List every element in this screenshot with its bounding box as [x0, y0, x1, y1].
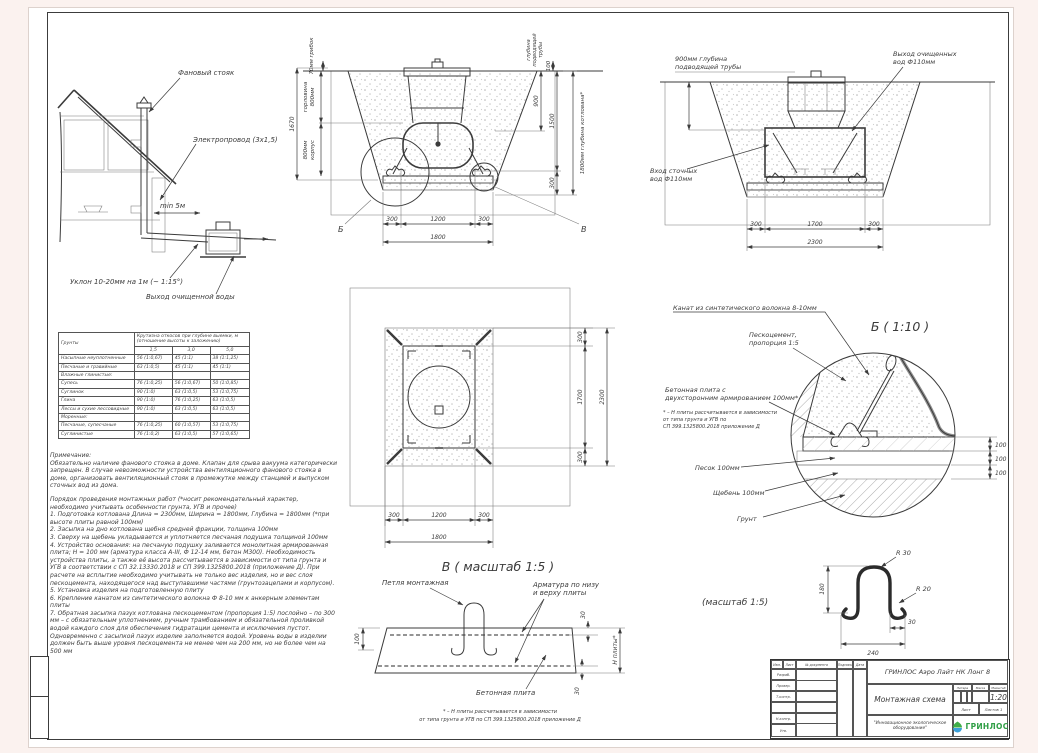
outlet-label: Выход очищенной воды — [146, 293, 235, 301]
sand-label: Песок 100мм — [695, 464, 740, 472]
section-a-drawing — [283, 28, 623, 270]
pipe-depth-label: подводящей трубы — [675, 63, 742, 71]
tb-header: Лист — [783, 660, 796, 669]
dim-label: 300 — [868, 221, 880, 228]
gravel-label: Щебень 100мм — [713, 489, 765, 497]
sewer-pipe — [141, 233, 276, 242]
tb-list: Лист — [953, 703, 979, 715]
dim-label: 100 — [354, 633, 361, 645]
dim-label: 300 — [577, 331, 584, 343]
pipe-depth-label: 900мм глубина — [675, 55, 728, 63]
tb-sheet-name: Монтажная схема — [867, 684, 953, 715]
table-row: Моренные: — [59, 414, 250, 422]
rebar-lines — [378, 635, 573, 666]
pit-backfill — [385, 328, 493, 466]
brand-name: ГРИНЛОС — [965, 721, 1009, 731]
mounting-loop — [452, 603, 497, 655]
dim-label: 300 — [388, 512, 400, 519]
house-wall-hatch — [152, 178, 165, 252]
order-item: 2. Засыпка на дно котлована щебня средней фракции, толщина 100мм — [50, 526, 278, 534]
dim-label: 1200 — [430, 216, 446, 223]
house-left-wall — [60, 112, 62, 242]
body-dim-label: 800мм — [303, 140, 309, 160]
table-row: Лессы и сухие лессовидные 90 (1:0) 63 (1:0,5) 63 (1:0,5) — [59, 405, 250, 413]
anchor-detail-drawing — [700, 543, 978, 675]
dim-label: 1800 — [430, 234, 446, 241]
table-row: Глина 90 (1:0) 76 (1:0,25) 63 (1:0,5) — [59, 397, 250, 405]
anchor-scale-label: (масштаб 1:5) — [702, 598, 769, 608]
outlet-label: Выход очищенных — [893, 50, 957, 58]
layer-dim: 100 — [995, 470, 1007, 477]
inlet-label: Вход сточных — [650, 167, 698, 175]
anchor-wire — [843, 567, 905, 618]
plate-label: двухсторонним армированием 100мм* — [665, 394, 799, 402]
rebar-label: и верху плиты — [533, 589, 587, 597]
detail-v-marker: В — [581, 225, 587, 234]
tb-row-label: Н.контр. — [771, 713, 796, 724]
h-plity-label: Н плиты* — [612, 635, 619, 665]
order-item: 4. Устройство основания: на песчаную подушку заливается монолитная армированная плита; Н = 100 мм (арматура класса А-III, Ф 12-14 мм, бетон М300). Необходимость устройства плиты, а также её высота рассчитывается в зависимости от типа грунта и УГВ в соответствии с СП 32.13330.2018 и СП 399.1325800.2018 (приложение Д). При расчете на всплытие необходимо учитывать не только вес изделия, но и вес слоя пескоцемента, находящегося над выступавшими частями (грунтозацепами и корпусом). — [50, 541, 335, 587]
depth-col: 5,0 — [210, 346, 250, 354]
tb-massa: Масса — [972, 684, 989, 691]
tb-listov: Листов 1 — [979, 703, 1008, 715]
tank-sensor — [435, 141, 440, 146]
plate-label: Бетонная плита с — [665, 386, 726, 394]
dim-label: 1700 — [807, 221, 823, 228]
fan-stack-leader — [149, 78, 180, 112]
detail-v-leader — [493, 186, 579, 224]
dim-label: 300 — [478, 512, 490, 519]
rebar-leader-bottom — [515, 599, 544, 663]
dim-label: 30 — [580, 611, 587, 619]
dim-1500-label: 1500 — [549, 113, 556, 129]
order-item: 3. Сверху на щебень укладывается и уплотняется песчаная подушка толщиной 100мм — [50, 533, 328, 541]
soil-table-title: Грунты — [59, 333, 135, 355]
frame-stamp-box — [30, 656, 49, 698]
vent-cap — [137, 103, 151, 108]
house-window — [64, 120, 104, 170]
tb-litera: Литера — [953, 684, 972, 691]
sandcement-fill — [803, 353, 939, 437]
neck-dim-label: 800мм — [310, 87, 316, 107]
pipe-depth-label: подводящей — [532, 33, 538, 67]
rebar-label: Арматура по низу — [533, 581, 600, 589]
dim-label: 300 — [478, 216, 490, 223]
dim-label: 300 — [386, 216, 398, 223]
pipe-depth-label: глубина — [526, 39, 532, 61]
outlet-leader — [216, 256, 234, 294]
outlet-label: вод Ф110мм — [893, 58, 936, 66]
tb-row-label: Утв. — [771, 724, 796, 737]
greenlos-logo-icon — [952, 721, 963, 732]
detail-b-leader — [345, 200, 371, 224]
dim-label: 30 — [574, 687, 581, 695]
layer-dim: 100 — [995, 456, 1007, 463]
order-title: Порядок проведения монтажных работ (*носит рекомендательный характер, необходимо учитывать особенности грунта, УГВ и прочее) — [50, 495, 299, 511]
plate-label: Бетонная плита — [476, 689, 536, 697]
dim-label: 1700 — [577, 389, 584, 405]
fan-stack-label: Фановый стояк — [178, 69, 235, 77]
soil-table — [58, 332, 250, 439]
tb-header: Изм. — [771, 660, 783, 669]
tb-header: № документа — [796, 660, 837, 669]
inlet-label: вод Ф110мм — [650, 175, 693, 183]
tb-row-label: Провер. — [771, 680, 796, 691]
note-text: Обязательно наличие фанового стояка в доме. Клапан для срыва вакуума категорически запрещен. В случае невозможности устройства вентиляционного фанового стояка в доме, организовать вентиляционный стояк в промежутке между станцией и выпуском сточных вод из дома. — [50, 459, 338, 490]
layer-dim: 100 — [995, 442, 1007, 449]
notes-block — [50, 452, 338, 655]
tb-row-label — [771, 702, 796, 713]
tb-doc-name: ГРИНЛОС Аэро Лайт НК Лонг 8 — [867, 660, 1008, 684]
house-floors — [60, 116, 160, 220]
sandcement-label: пропорция 1:5 — [749, 339, 799, 347]
sand-leader — [741, 458, 835, 467]
slope-label: Уклон 10-20мм на 1м (~ 1:15°) — [70, 278, 184, 286]
loop-leader — [430, 588, 463, 605]
tb-header: Дата — [853, 660, 867, 669]
dim-label: 30 — [908, 619, 916, 626]
house-roof-inner — [78, 97, 170, 182]
table-row: Насыпные неуплотненные 56 (1:0,67) 45 (1:1) 38 (1:1,25) — [59, 355, 250, 363]
tb-tagline: "Инновационное экологическое оборудование" — [867, 715, 953, 737]
dim-label: 1200 — [431, 512, 447, 519]
min-distance-label: min 5м — [160, 202, 186, 210]
radius-label: R 20 — [916, 585, 931, 593]
tb-header: Подпись — [837, 660, 853, 669]
dim-label: 2300 — [599, 389, 606, 405]
footnote: * – Н плиты рассчитывается в зависимости — [442, 709, 558, 715]
soil-below — [791, 479, 955, 519]
depth-col: 3,0 — [172, 346, 210, 354]
fixture-connection — [131, 206, 141, 213]
note-title: Примечание: — [50, 452, 92, 459]
rope-label: Канат из синтетического волокна 8-10мм — [673, 304, 817, 312]
electro-label: Электропровод (3х1,5) — [193, 136, 278, 144]
pit-neck — [216, 222, 230, 230]
table-row: Супесь 76 (1:0,25) 56 (1:0,67) 50 (1:0,85) — [59, 380, 250, 388]
house-connection-drawing — [48, 50, 323, 300]
total-height-label: 1670 — [289, 116, 296, 132]
inspection-pit-inner — [209, 233, 237, 251]
plate-footnote: * – Н плиты рассчитывается в зависимости — [663, 410, 778, 416]
slope-leader — [170, 244, 198, 278]
detail-b-marker: Б — [338, 225, 344, 234]
dim-label: 240 — [867, 650, 879, 657]
plate-footnote: СП 399.1325800.2018 приложение Д — [663, 424, 760, 430]
table-row: Суглинок 90 (1:0) 63 (1:0,5) 53 (1:0,75) — [59, 388, 250, 396]
vent-cap-top — [140, 97, 148, 103]
gravel-layer — [795, 465, 957, 479]
electro-leader — [160, 144, 196, 200]
pipe-depth-label: трубы — [538, 41, 544, 59]
tank-cap — [432, 62, 443, 68]
frame-stamp-box — [30, 696, 49, 739]
footnote: от типа грунта и УГВ по СП 399.1325800.2018 приложение Д — [419, 717, 581, 723]
table-row: Суглинистые 76 (1:0,2) 63 (1:0,5) 57 (1:0,65) — [59, 430, 250, 438]
plan-view-drawing — [335, 258, 635, 570]
dim-label: 2300 — [807, 239, 823, 246]
soil-table-header: Крутизна откосов при глубине выемки, м (отношение высоты к заложению) — [134, 333, 249, 347]
sandcement-label: Пескоцемент, — [749, 331, 797, 339]
section-b-drawing — [645, 33, 1013, 265]
detail-v-title: В ( масштаб 1:5 ) — [441, 559, 555, 574]
tb-row-label: Т.контр. — [771, 691, 796, 702]
detail-b-drawing — [645, 295, 1020, 557]
order-item: 1. Подготовка котлована Длина = 2300мм, Ширина = 1800мм, Глубина = 1800мм (*при высоте плиты равной 100мм) — [50, 511, 330, 526]
order-item: 5. Установка изделия на подготовленную плиту — [50, 587, 204, 595]
table-row: Влажные глинистые: — [59, 372, 250, 380]
body-dim-label: корпус — [310, 139, 316, 161]
neck-dim-label: горловина — [303, 81, 309, 113]
tb-row-label: Разраб. — [771, 669, 796, 680]
title-block — [770, 659, 1010, 739]
detail-v-drawing — [330, 553, 665, 731]
dim-label: 300 — [750, 221, 762, 228]
detail-b-title: Б ( 1:10 ) — [870, 319, 930, 334]
tb-scale: 1:20 — [990, 692, 1007, 702]
tb-masshtab: Масштаб — [989, 684, 1008, 691]
sand-layer — [797, 451, 957, 465]
dim-300-label: 300 — [549, 177, 556, 189]
table-row: Песчаные и гравийные 63 (1:0,5) 45 (1:1) 45 (1:1) — [59, 363, 250, 371]
rebar-leader-top — [522, 599, 544, 632]
tb-logo — [953, 715, 1008, 737]
order-item: 6. Крепление канатом из синтетического волокна Ф 8-10 мм к анкерным элементам плиты — [50, 594, 320, 610]
radius-label: R 30 — [896, 549, 911, 557]
dim-label: 180 — [819, 583, 826, 595]
pit-depth-label: 1800мм глубина котлована* — [580, 91, 586, 175]
order-item: 7. Обратная засыпка пазух котлована пескоцементом (пропорция 1:5) послойно – по 300 мм – с обязательным уплотнением, ручным трамбованием и обязательной проливкой водой каждого слоя для обеспечения гидратации цемента и исключения пустот. Одновременно с засыпкой пазух изделие заполняется водой. Уровень воды в изделии должен быть выше уровня пескоцемента не менее чем на 200 мм, но не более чем на 500 мм — [50, 609, 335, 655]
vent-stack-pipe — [141, 108, 147, 235]
plate-leader — [526, 655, 546, 689]
loop-label: Петля монтажная — [382, 579, 449, 587]
dim-900-label: 900 — [533, 95, 540, 107]
inspection-pit — [206, 230, 240, 254]
dim-label: 1800 — [431, 534, 447, 541]
plate-footnote: от типа грунта и УГВ по — [663, 417, 727, 423]
backfill-dots — [348, 71, 537, 190]
table-row: Песчаные, супесчаные 76 (1:0,25) 60 (1:0,57) 53 (1:0,75) — [59, 422, 250, 430]
cap-dim-label: 70мм грибок — [309, 37, 315, 75]
sink-symbol — [78, 206, 108, 212]
dim-label: 300 — [577, 451, 584, 463]
tank-cap — [811, 71, 821, 77]
pipe-100-label: 100 — [546, 60, 552, 72]
depth-col: 1,5 — [134, 346, 172, 354]
soil-label: Грунт — [737, 515, 757, 523]
